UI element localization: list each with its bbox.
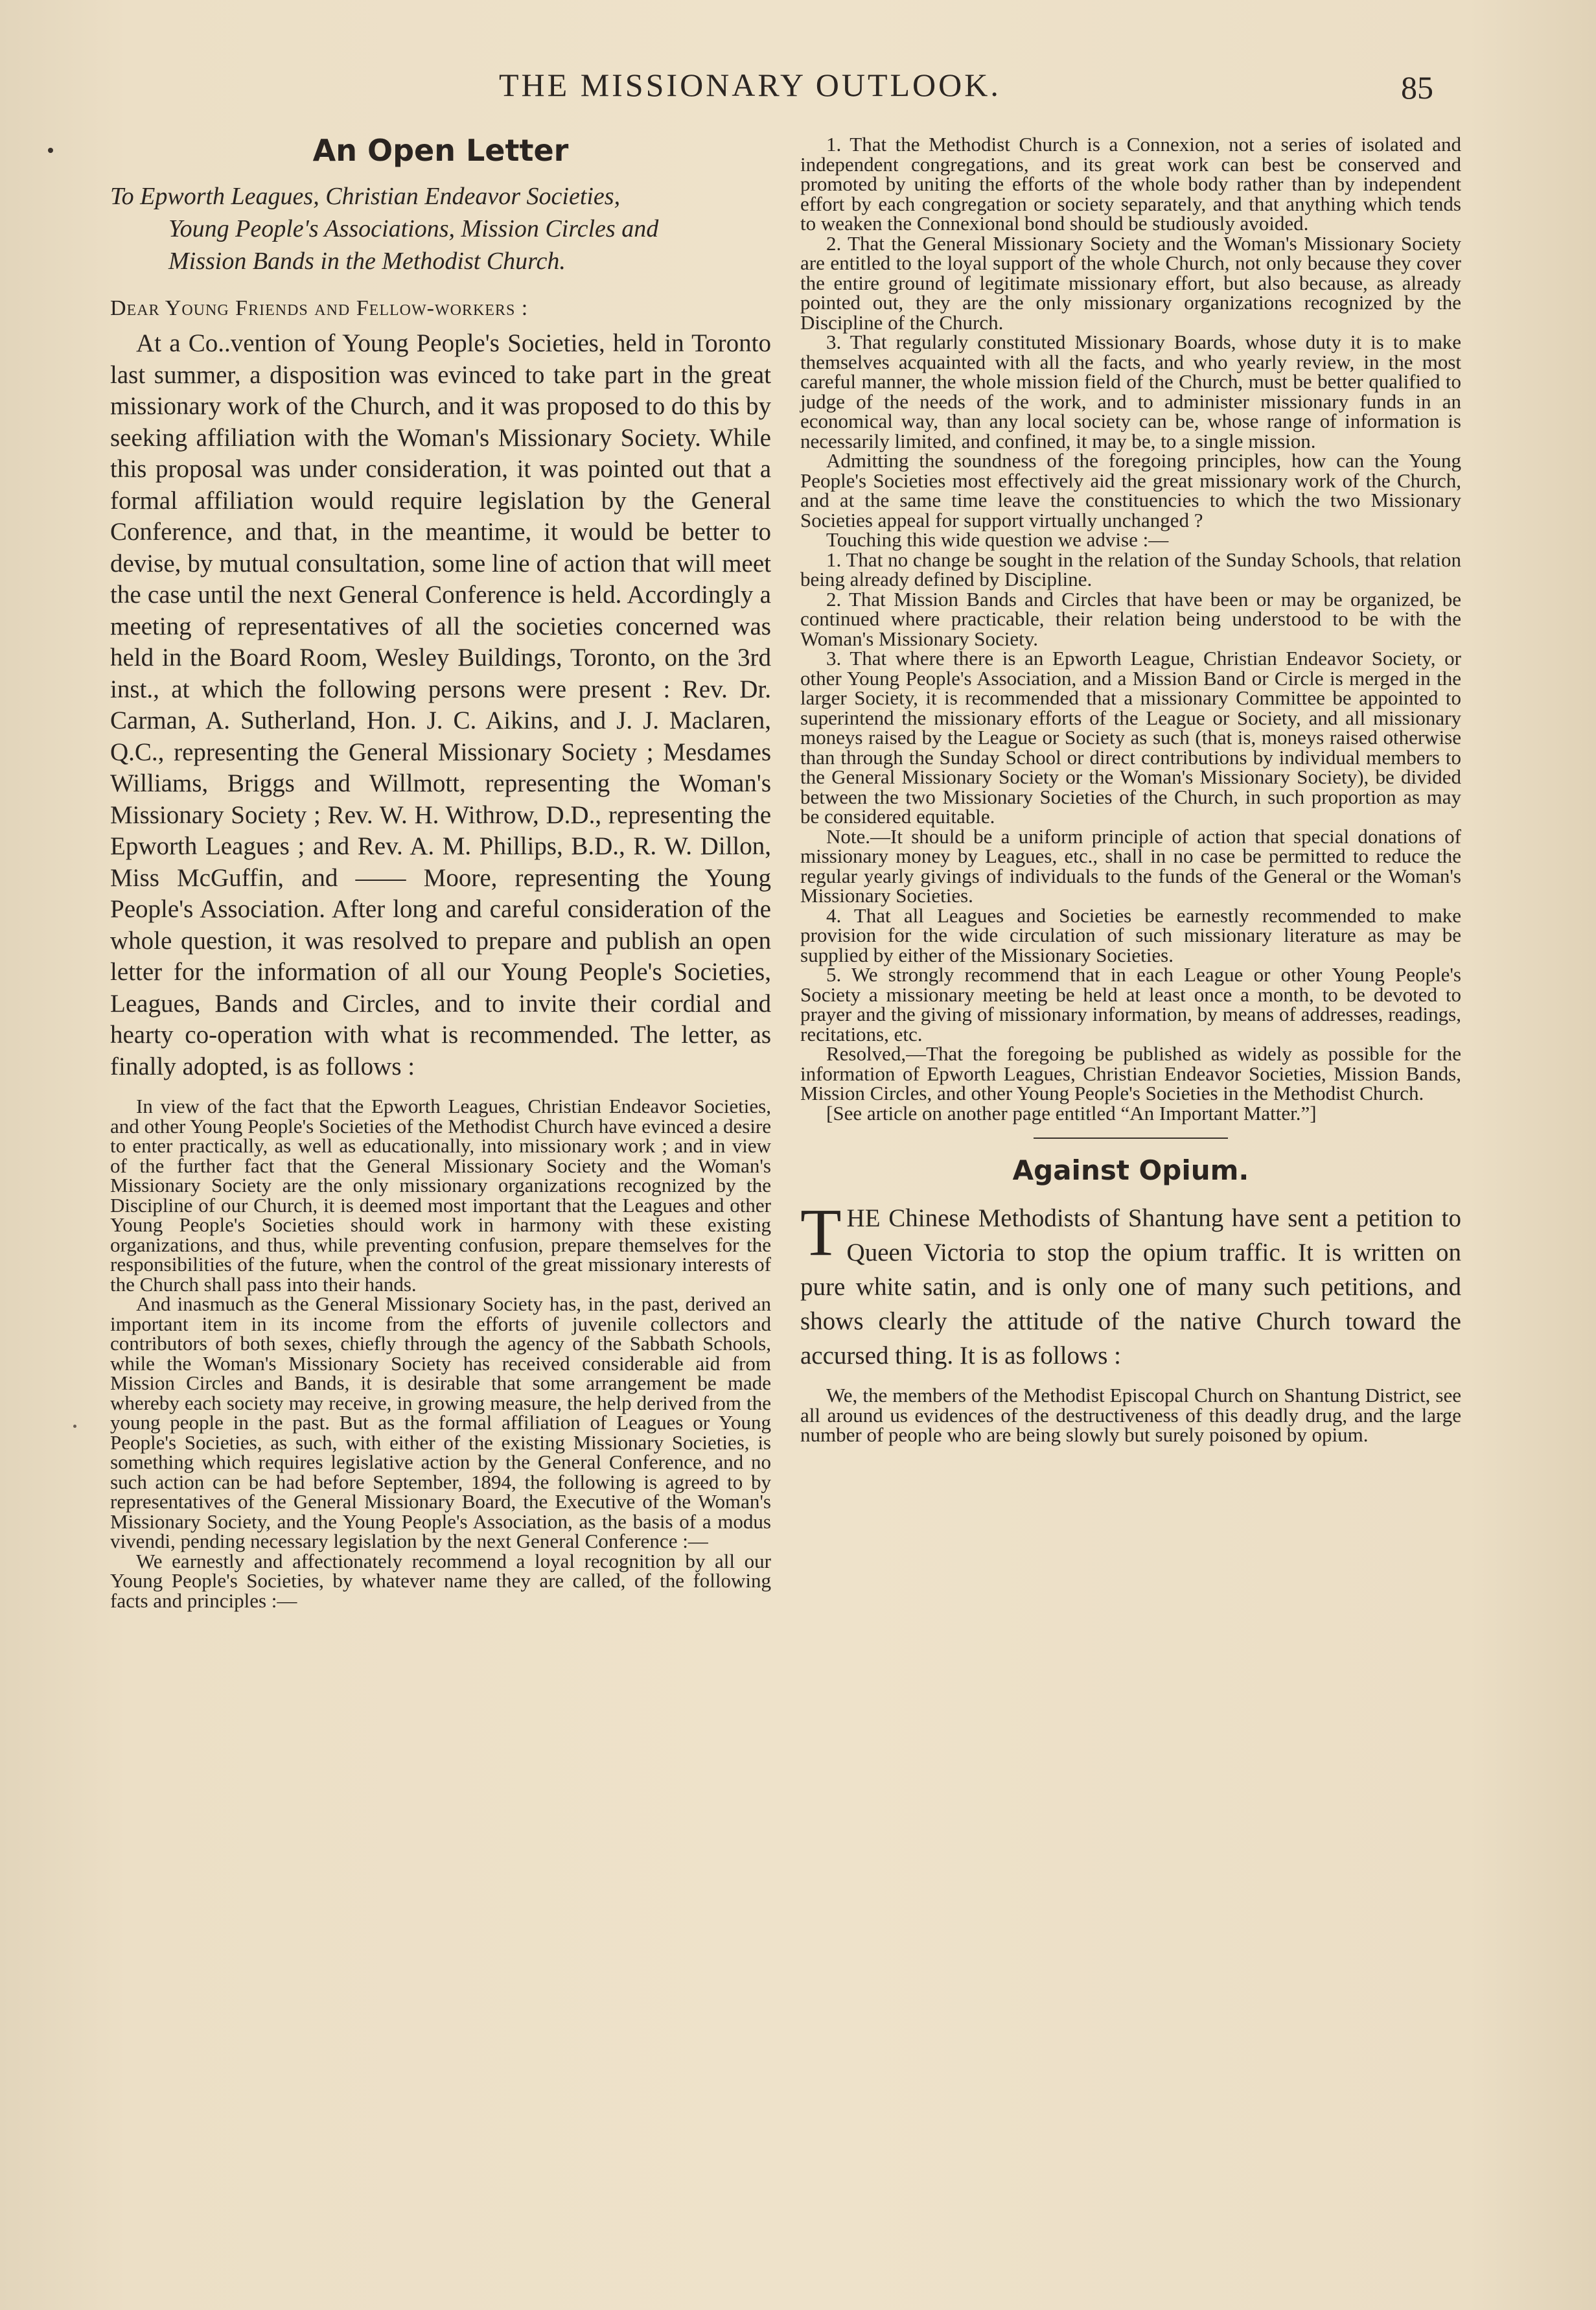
article-title-opium: Against Opium.	[1012, 1154, 1249, 1186]
touching-paragraph: Touching this wide question we advise :—	[826, 528, 1169, 551]
opium-petition: We, the members of the Methodist Episcopal Church on Shantung District, see all around us evidences of the destructiveness of this deadly drug, and the large number of people who are being slowly but surely poisoned by opium.	[800, 1384, 1461, 1446]
opium-intro-text: HE Chinese Methodists of Shantung have sent a petition to Queen Victoria to stop the opium traffic. It is written on pure white satin, and is only one of many such petitions, and shows clearly the attitude of the native Church toward the accursed thing. It is as follows :	[800, 1204, 1461, 1370]
letter-paragraph: We earnestly and affectionately recommend a loyal recognition by all our Young People's Societies, by whatever name they are called, of the following facts and principles :—	[110, 1549, 771, 1612]
print-speck	[73, 1425, 76, 1428]
advice-item: 5. We strongly recommend that in each League or other Young People's Society a missionary meeting be held at least once a month, to be devoted to prayer and the giving of missionary information, by means of addresses, readings, recitations, etc.	[800, 963, 1461, 1045]
salutation: Dear Young Friends and Fellow-workers :	[110, 296, 529, 320]
advice-item: 4. That all Leagues and Societies be earnestly recommended to make provision for the wide circulation of such missionary literature as may be supplied by either of the Missionary Societies.	[800, 904, 1461, 966]
drop-cap: T	[800, 1195, 842, 1270]
article-subtitle	[110, 180, 771, 277]
print-speck	[48, 148, 53, 153]
advice-item: 2. That Mission Bands and Circles that have been or may be organized, be continued where practicable, their relation being understood to be with the Woman's Missionary Society.	[800, 587, 1461, 650]
right-column	[800, 135, 1461, 1445]
resolved-paragraph: Resolved,—That the foregoing be published as widely as possible for the information of Epworth Leagues, Christian Endeavor Societies, Mission Bands, Mission Circles, and other Young People's Societies in the Methodist Church.	[800, 1042, 1461, 1104]
intro-paragraph: At a Co..vention of Young People's Societies, held in Toronto last summer, a disposition was evinced to take part in the great missionary work of the Church, and it was proposed to do this by seeking affiliation with the Woman's Missionary Society. While this proposal was under consideration, it was pointed out that a formal affiliation would require legislation by the General Conference, and that, in the meantime, it would be better to devise, by mutual consultation, some line of action that will meet the case until the next General Conference is held. Accordingly a meeting of representatives of all the societies concerned was held in the Board Room, Wesley Buildings, Toronto, on the 3rd inst., at which the following persons were present : Rev. Dr. Carman, A. Sutherland, Hon. J. C. Aikins, and J. J. Maclaren, Q.C., representing the General Missionary Society ; Mesdames Williams, Briggs and Willmott, representing the Woman's Missionary Society ; Rev. W. H. Withrow, D.D., representing the Epworth Leagues ; and Rev. A. M. Phillips, B.D., R. W. Dillon, Miss McGuffin, and —— Moore, representing the Young People's Association. After long and careful consideration of the whole question, it was resolved to prepare and publish an open letter for the information of all our Young People's Societies, Leagues, Bands and Circles, and to invite their cordial and hearty co-operation with what is recommended. The letter, as finally adopted, is as follows :	[110, 329, 771, 1080]
letter-paragraph: And inasmuch as the General Missionary Society has, in the past, derived an important item in its income from the efforts of juvenile collectors and contributors of both sexes, chiefly through the agency of the Sabbath Schools, while the Woman's Missionary Society has received considerable aid from Mission Circles and Bands, it is desirable that some arrangement be made whereby each society may receive, in growing measure, the help derived from the young people in the past. But as the formal affiliation of Leagues or Young People's Societies, as such, with either of the existing Missionary Societies, is something which requires legislative action by the General Conference, and no such action can be had before September, 1894, the following is agreed to by representatives of the General Missionary Board, the Executive of the Woman's Missionary Society, and the Young People's Association, as the basis of a modus vivendi, pending necessary legislation by the next General Conference :—	[110, 1292, 771, 1552]
subtitle-line: Mission Bands in the Methodist Church.	[168, 248, 566, 275]
article-title: An Open Letter	[312, 133, 569, 168]
page-number: 85	[1401, 69, 1433, 106]
opium-intro	[800, 1195, 1461, 1373]
admitting-paragraph: Admitting the soundness of the foregoing principles, how can the Young People's Societies most effectively aid the great missionary work of the Church, and at the same time leave the constituencies to which the two Missionary Societies appeal for support virtually unchanged ?	[800, 449, 1461, 531]
letter-text	[110, 1097, 771, 1611]
advice-item: 3. That where there is an Epworth League, Christian Endeavor Society, or other Young People's Association, and a Mission Band or Circle is merged in the larger Society, it is recommended that a missionary Committee be appointed to superintend the missionary efforts of the League or Society, and all missionary moneys raised by the League or Society as such (that is, moneys raised otherwise than through the Sunday School or direct contributions by individual members to the General Missionary Society or the Woman's Missionary Society), be divided between the two Missionary Societies of the Church, in such proportion as may be considered equitable.	[800, 647, 1461, 828]
advice-item: 1. That no change be sought in the relation of the Sunday Schools, that relation being already defined by Discipline.	[800, 548, 1461, 590]
subtitle-line: Young People's Associations, Mission Circles and	[168, 215, 659, 242]
principle-item: 1. That the Methodist Church is a Connexion, not a series of isolated and independent congregations, and its great work can best be conserved and promoted by uniting the efforts of the whole body rather than by independent effort by each congregation or society separately, and that anything which tends to weaken the Connexional bond should be studiously avoided.	[800, 133, 1461, 235]
principle-item: 3. That regularly constituted Missionary Boards, whose duty it is to make themselves acquainted with all the facts, and who yearly review, in the most careful manner, the whole mission field of the Church, must be better qualified to judge of the needs of the work, and to administer missionary funds in an economical way, than any local society can be, whose range of information is necessarily limited, and confined, it may be, to a single mission.	[800, 331, 1461, 452]
note-paragraph: Note.—It should be a uniform principle of action that special donations of missionary money by Leagues, etc., shall in no case be permitted to reduce the regular yearly givings of individuals to the funds of the General or the Woman's Missionary Societies.	[800, 824, 1461, 907]
letter-paragraph: In view of the fact that the Epworth Leagues, Christian Endeavor Societies, and other Young People's Societies of the Methodist Church have evinced a desire to enter practically, as well as educationally, into missionary work ; and in view of the further fact that the General Missionary Society and the Woman's Missionary Society are the only missionary organizations recognized by the Discipline of our Church, it is deemed most important that the Leagues and other Young People's Societies should work in harmony with these existing organizations, and thus, while preventing confusion, prepare themselves for the responsibilities of the future, when the control of the great missionary interests of the Church shall pass into their hands.	[110, 1095, 771, 1296]
principle-item: 2. That the General Missionary Society and the Woman's Missionary Society are entitled to the loyal support of the whole Church, not only because they cover the entire ground of legitimate missionary effort, but also because, as already pointed out, they are the only missionary organizations recognized by the Discipline of the Church.	[800, 231, 1461, 334]
running-header	[0, 66, 1596, 111]
running-title: THE MISSIONARY OUTLOOK.	[499, 67, 1001, 103]
section-divider	[1034, 1138, 1228, 1139]
left-column	[110, 130, 771, 1611]
subtitle-line: To Epworth Leagues, Christian Endeavor Societies,	[110, 183, 621, 210]
see-article-note: [See article on another page entitled “An Important Matter.”]	[826, 1101, 1317, 1125]
